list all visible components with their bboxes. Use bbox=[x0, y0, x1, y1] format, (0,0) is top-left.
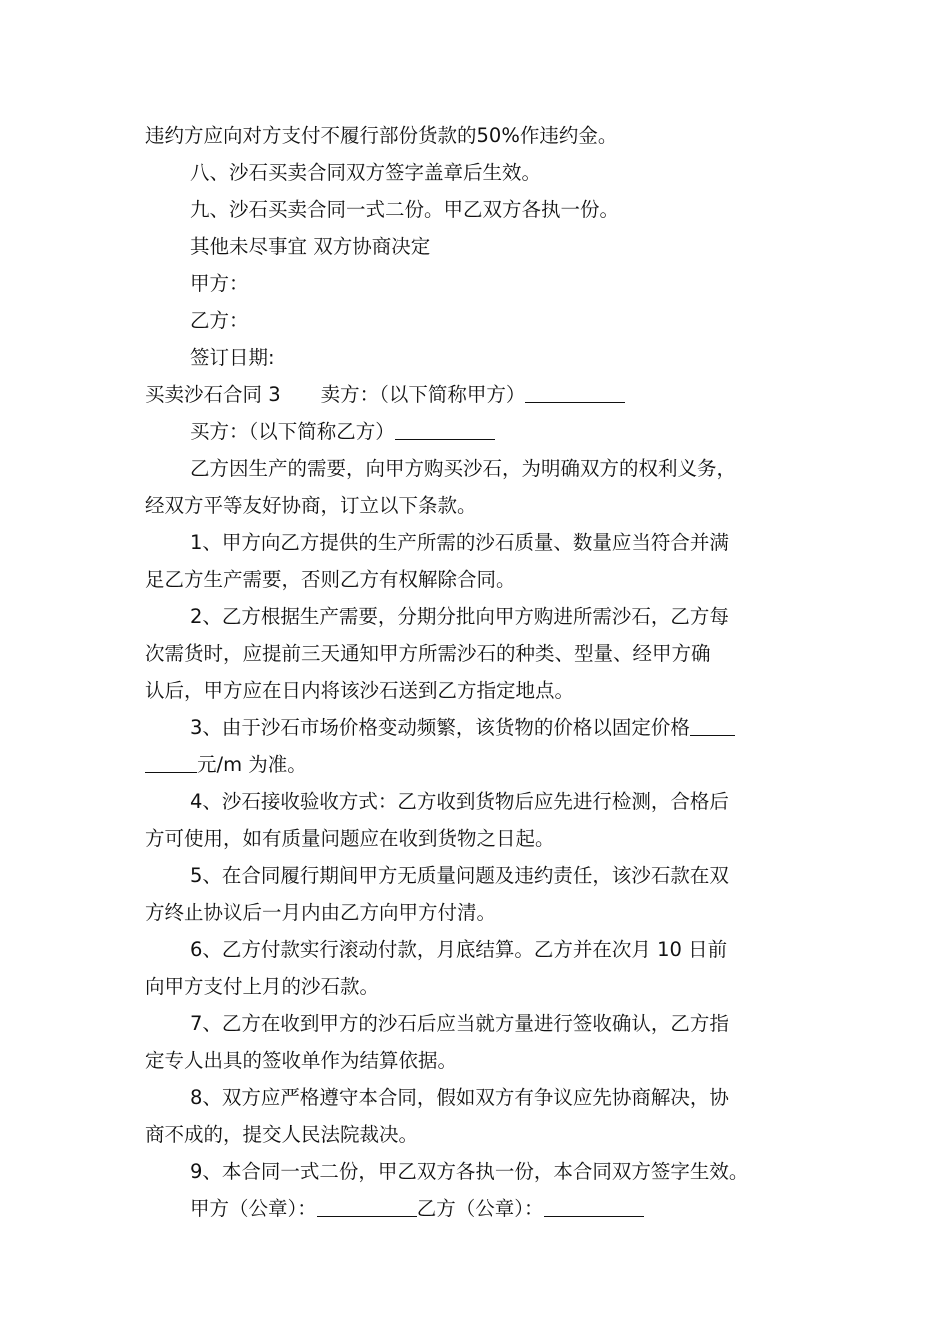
document-body bbox=[145, 117, 825, 1227]
intro-line: 乙方因生产的需要，向甲方购买沙石，为明确双方的权利义务， bbox=[190, 457, 737, 480]
clause-7-line: 7、乙方在收到甲方的沙石后应当就方量进行签收确认，乙方指 bbox=[190, 1012, 729, 1035]
clause-2-line: 次需货时，应提前三天通知甲方所需沙石的种类、型量、经甲方确 bbox=[145, 642, 711, 665]
clause-9-line: 9、本合同一式二份，甲乙双方各执一份，本合同双方签字生效。 bbox=[190, 1160, 749, 1183]
clause-7-line: 定专人出具的签收单作为结算依据。 bbox=[145, 1049, 458, 1072]
contract-title: 买卖沙石合同 3 bbox=[145, 383, 281, 406]
party-b-seal-blank bbox=[544, 1215, 644, 1217]
clause-3-line bbox=[145, 709, 825, 746]
clause-2-line: 认后，甲方应在日内将该沙石送到乙方指定地点。 bbox=[145, 679, 575, 702]
text-line: 违约方应向对方支付不履行部份货款的50%作违约金。 bbox=[145, 124, 618, 147]
intro-line: 经双方平等友好协商，订立以下条款。 bbox=[145, 494, 477, 517]
clause-3-unit: 元/m 为准。 bbox=[197, 753, 307, 776]
signature-line bbox=[145, 1190, 825, 1227]
party-b-seal-label: 乙方（公章）： bbox=[416, 1197, 544, 1220]
clause-5-line: 方终止协议后一月内由乙方向甲方付清。 bbox=[145, 901, 497, 924]
clause-1-line: 足乙方生产需要，否则乙方有权解除合同。 bbox=[145, 568, 516, 591]
price-blank-cont bbox=[145, 771, 197, 773]
clause-4-line: 4、沙石接收验收方式：乙方收到货物后应先进行检测，合格后 bbox=[190, 790, 729, 813]
party-a-line: 甲方： bbox=[190, 272, 249, 295]
clause-3-text: 3、由于沙石市场价格变动频繁，该货物的价格以固定价格 bbox=[190, 716, 690, 739]
clause-2-line: 2、乙方根据生产需要，分期分批向甲方购进所需沙石，乙方每 bbox=[190, 605, 729, 628]
other-matters: 其他未尽事宜 双方协商决定 bbox=[190, 235, 431, 258]
clause-3-line bbox=[145, 746, 825, 783]
seller-label: 卖方：（以下简称甲方） bbox=[320, 383, 526, 406]
sign-date-line: 签订日期: bbox=[190, 346, 275, 369]
clause-nine: 九、沙石买卖合同一式二份。甲乙双方各执一份。 bbox=[190, 198, 620, 221]
clause-1-line: 1、甲方向乙方提供的生产所需的沙石质量、数量应当符合并满 bbox=[190, 531, 729, 554]
clause-6-line: 6、乙方付款实行滚动付款，月底结算。乙方并在次月 10 日前 bbox=[190, 938, 728, 961]
clause-8-line: 8、双方应严格遵守本合同，假如双方有争议应先协商解决，协 bbox=[190, 1086, 729, 1109]
clause-4-line: 方可使用，如有质量问题应在收到货物之日起。 bbox=[145, 827, 555, 850]
clause-5-line: 5、在合同履行期间甲方无质量问题及违约责任，该沙石款在双 bbox=[190, 864, 729, 887]
price-blank bbox=[690, 734, 735, 736]
buyer-line bbox=[145, 413, 825, 450]
seller-blank bbox=[525, 401, 625, 403]
clause-8-line: 商不成的，提交人民法院裁决。 bbox=[145, 1123, 419, 1146]
buyer-blank bbox=[395, 438, 495, 440]
contract3-heading-line bbox=[145, 376, 825, 413]
party-a-seal-blank bbox=[317, 1215, 417, 1217]
party-a-seal-label: 甲方（公章）： bbox=[190, 1197, 317, 1220]
buyer-label: 买方：（以下简称乙方） bbox=[190, 420, 395, 443]
clause-eight: 八、沙石买卖合同双方签字盖章后生效。 bbox=[190, 161, 542, 184]
clause-6-line: 向甲方支付上月的沙石款。 bbox=[145, 975, 380, 998]
party-b-line: 乙方： bbox=[190, 309, 249, 332]
